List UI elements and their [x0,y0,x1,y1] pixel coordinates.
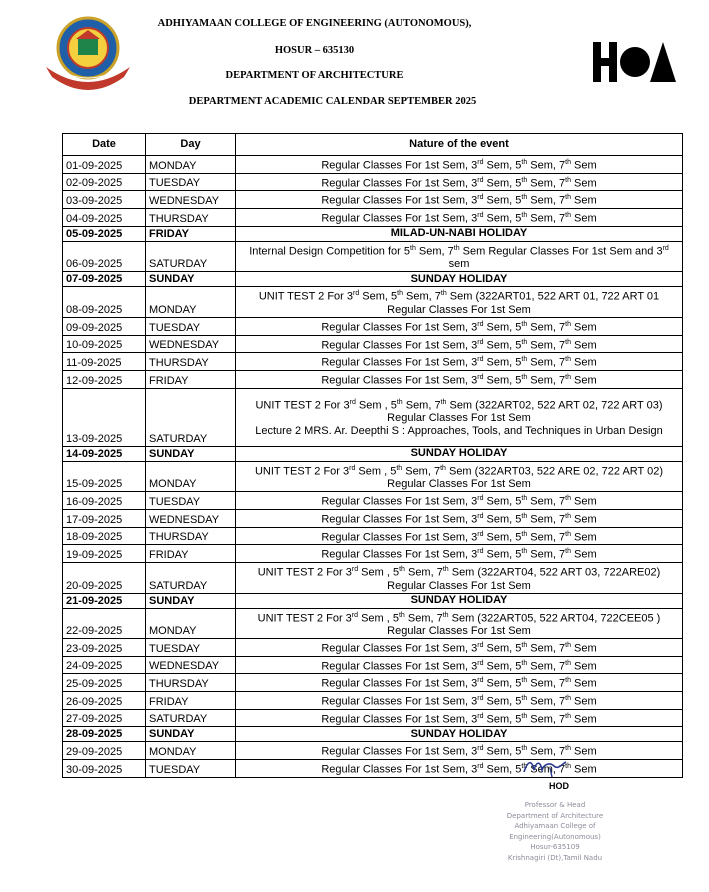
cell-day: SATURDAY [146,562,236,593]
stamp-line: Krishnagiri (Dt),Tamil Nadu [507,853,603,862]
cell-event: Regular Classes For 1st Sem, 3rd Sem, 5th Sem, 7th Sem [236,639,683,657]
cell-date: 12-09-2025 [63,370,146,388]
table-row [63,545,683,563]
stamp-line: Adhiyamaan College of Engineering(Autonomous) [509,822,601,841]
cell-date: 29-09-2025 [63,742,146,760]
cell-event: Regular Classes For 1st Sem, 3rd Sem, 5th Sem, 7th Sem [236,527,683,545]
cell-date: 25-09-2025 [63,674,146,692]
cell-event: Regular Classes For 1st Sem, 3rd Sem, 5th Sem, 7th Sem [236,742,683,760]
cell-date: 21-09-2025 [63,593,146,608]
cell-event: Regular Classes For 1st Sem, 3rd Sem, 5th Sem, 7th Sem [236,492,683,510]
college-name: ADHIYAMAAN COLLEGE OF ENGINEERING (AUTONOMOUS), [157,18,472,29]
cell-day: TUESDAY [146,317,236,335]
table-row [63,593,683,608]
table-row [63,608,683,639]
table-row [63,527,683,545]
cell-day: TUESDAY [146,173,236,191]
table-row [63,492,683,510]
cell-date: 16-09-2025 [63,492,146,510]
cell-event: Regular Classes For 1st Sem, 3rd Sem, 5th Sem, 7th Sem [236,191,683,209]
cell-event: Regular Classes For 1st Sem, 3rd Sem, 5th Sem, 7th Sem [236,156,683,174]
department-name: DEPARTMENT OF ARCHITECTURE [225,70,404,81]
cell-event: Regular Classes For 1st Sem, 3rd Sem, 5th Sem, 7th Sem [236,173,683,191]
cell-event: UNIT TEST 2 For 3rd Sem , 5th Sem, 7th Sem (322ART04, 522 ART 03, 722ARE02) Regular Classes For 1st Sem [236,562,683,593]
cell-event: Regular Classes For 1st Sem, 3rd Sem, 5th Sem, 7th Sem [236,692,683,710]
table-row [63,760,683,778]
cell-event: Regular Classes For 1st Sem, 3rd Sem, 5th Sem, 7th Sem [236,335,683,353]
cell-day: FRIDAY [146,692,236,710]
cell-day: MONDAY [146,608,236,639]
stamp-line: Department of Architecture [506,811,604,820]
hod-label: HOD [549,781,569,791]
table-row [63,709,683,727]
table-row [63,742,683,760]
cell-event: UNIT TEST 2 For 3rd Sem , 5th Sem, 7th Sem (322ART03, 522 ARE 02, 722 ART 02) Regular Classes For 1st Sem [236,461,683,492]
cell-day: THURSDAY [146,353,236,371]
column-header-day: Day [146,134,236,156]
cell-event: Regular Classes For 1st Sem, 3rd Sem, 5th Sem, 7th Sem [236,545,683,563]
stamp-line: Professor & Head [524,801,586,809]
table-row [63,241,683,272]
cell-day: TUESDAY [146,639,236,657]
cell-day: THURSDAY [146,208,236,226]
cell-date: 03-09-2025 [63,191,146,209]
table-row [63,509,683,527]
cell-day: SUNDAY [146,272,236,287]
cell-event: SUNDAY HOLIDAY [236,727,683,742]
cell-date: 23-09-2025 [63,639,146,657]
table-row [63,388,683,446]
cell-day: THURSDAY [146,527,236,545]
cell-event: Regular Classes For 1st Sem, 3rd Sem, 5th Sem, 7th Sem [236,674,683,692]
table-row [63,674,683,692]
cell-date: 15-09-2025 [63,461,146,492]
cell-event: Regular Classes For 1st Sem, 3rd Sem, 5th Sem, 7th Sem [236,656,683,674]
cell-day: SATURDAY [146,241,236,272]
table-row [63,562,683,593]
calendar-body [63,156,683,778]
cell-event: Regular Classes For 1st Sem, 3rd Sem, 5th Sem, 7th Sem [236,760,683,778]
cell-event: SUNDAY HOLIDAY [236,272,683,287]
college-location: HOSUR – 635130 [274,45,355,56]
cell-day: SUNDAY [146,446,236,461]
cell-event: Regular Classes For 1st Sem, 3rd Sem, 5th Sem, 7th Sem [236,709,683,727]
cell-day: FRIDAY [146,226,236,241]
cell-day: WEDNESDAY [146,335,236,353]
cell-day: FRIDAY [146,545,236,563]
table-row [63,727,683,742]
cell-date: 01-09-2025 [63,156,146,174]
table-row [63,446,683,461]
cell-day: SUNDAY [146,593,236,608]
table-row [63,226,683,241]
cell-event: SUNDAY HOLIDAY [236,446,683,461]
table-row [63,639,683,657]
cell-date: 06-09-2025 [63,241,146,272]
table-row [63,353,683,371]
table-row [63,370,683,388]
cell-date: 02-09-2025 [63,173,146,191]
cell-event: MILAD-UN-NABI HOLIDAY [236,226,683,241]
table-row [63,335,683,353]
cell-day: SATURDAY [146,709,236,727]
cell-date: 24-09-2025 [63,656,146,674]
cell-date: 22-09-2025 [63,608,146,639]
table-header-row [63,134,683,156]
cell-day: WEDNESDAY [146,656,236,674]
table-row [63,287,683,318]
cell-date: 13-09-2025 [63,388,146,446]
cell-day: SUNDAY [146,727,236,742]
cell-date: 04-09-2025 [63,208,146,226]
cell-date: 17-09-2025 [63,509,146,527]
cell-day: MONDAY [146,742,236,760]
column-header-date: Date [63,134,146,156]
calendar-title: DEPARTMENT ACADEMIC CALENDAR SEPTEMBER 2025 [188,96,477,107]
cell-date: 11-09-2025 [63,353,146,371]
cell-day: TUESDAY [146,492,236,510]
cell-event: SUNDAY HOLIDAY [236,593,683,608]
cell-event: Regular Classes For 1st Sem, 3rd Sem, 5th Sem, 7th Sem [236,317,683,335]
table-row [63,692,683,710]
cell-day: SATURDAY [146,388,236,446]
cell-event: UNIT TEST 2 For 3rd Sem , 5th Sem, 7th Sem (322ART02, 522 ART 02, 722 ART 03) Regular Classes For 1st Sem Lecture 2 MRS. Ar. Deepthi S : Approaches, Tools, and Techniques in Urban Design [236,388,683,446]
table-row [63,656,683,674]
cell-event: Regular Classes For 1st Sem, 3rd Sem, 5th Sem, 7th Sem [236,370,683,388]
cell-date: 05-09-2025 [63,226,146,241]
cell-event: Regular Classes For 1st Sem, 3rd Sem, 5th Sem, 7th Sem [236,208,683,226]
cell-date: 27-09-2025 [63,709,146,727]
cell-day: MONDAY [146,461,236,492]
cell-date: 10-09-2025 [63,335,146,353]
column-header-event: Nature of the event [236,134,683,156]
cell-day: FRIDAY [146,370,236,388]
cell-day: TUESDAY [146,760,236,778]
cell-date: 19-09-2025 [63,545,146,563]
table-row [63,156,683,174]
cell-day: MONDAY [146,156,236,174]
cell-date: 20-09-2025 [63,562,146,593]
cell-date: 26-09-2025 [63,692,146,710]
cell-date: 14-09-2025 [63,446,146,461]
cell-event: Regular Classes For 1st Sem, 3rd Sem, 5th Sem, 7th Sem [236,509,683,527]
cell-day: WEDNESDAY [146,191,236,209]
table-row [63,272,683,287]
cell-date: 28-09-2025 [63,727,146,742]
cell-day: MONDAY [146,287,236,318]
cell-day: WEDNESDAY [146,509,236,527]
cell-date: 08-09-2025 [63,287,146,318]
table-row [63,173,683,191]
cell-event: Regular Classes For 1st Sem, 3rd Sem, 5th Sem, 7th Sem [236,353,683,371]
academic-calendar-table [62,133,683,778]
cell-date: 18-09-2025 [63,527,146,545]
table-row [63,208,683,226]
cell-date: 30-09-2025 [63,760,146,778]
cell-day: THURSDAY [146,674,236,692]
cell-date: 07-09-2025 [63,272,146,287]
cell-date: 09-09-2025 [63,317,146,335]
table-row [63,317,683,335]
table-row [63,191,683,209]
cell-event: Internal Design Competition for 5th Sem, 7th Sem Regular Classes For 1st Sem and 3rd sem [236,241,683,272]
stamp-line: Hosur-635109 [530,843,580,851]
cell-event: UNIT TEST 2 For 3rd Sem, 5th Sem, 7th Sem (322ART01, 522 ART 01, 722 ART 01 Regular Classes For 1st Sem [236,287,683,318]
table-row [63,461,683,492]
cell-event: UNIT TEST 2 For 3rd Sem , 5th Sem, 7th Sem (322ART05, 522 ART04, 722CEE05 ) Regular Classes For 1st Sem [236,608,683,639]
hod-signature [520,756,570,778]
department-stamp [470,800,640,863]
